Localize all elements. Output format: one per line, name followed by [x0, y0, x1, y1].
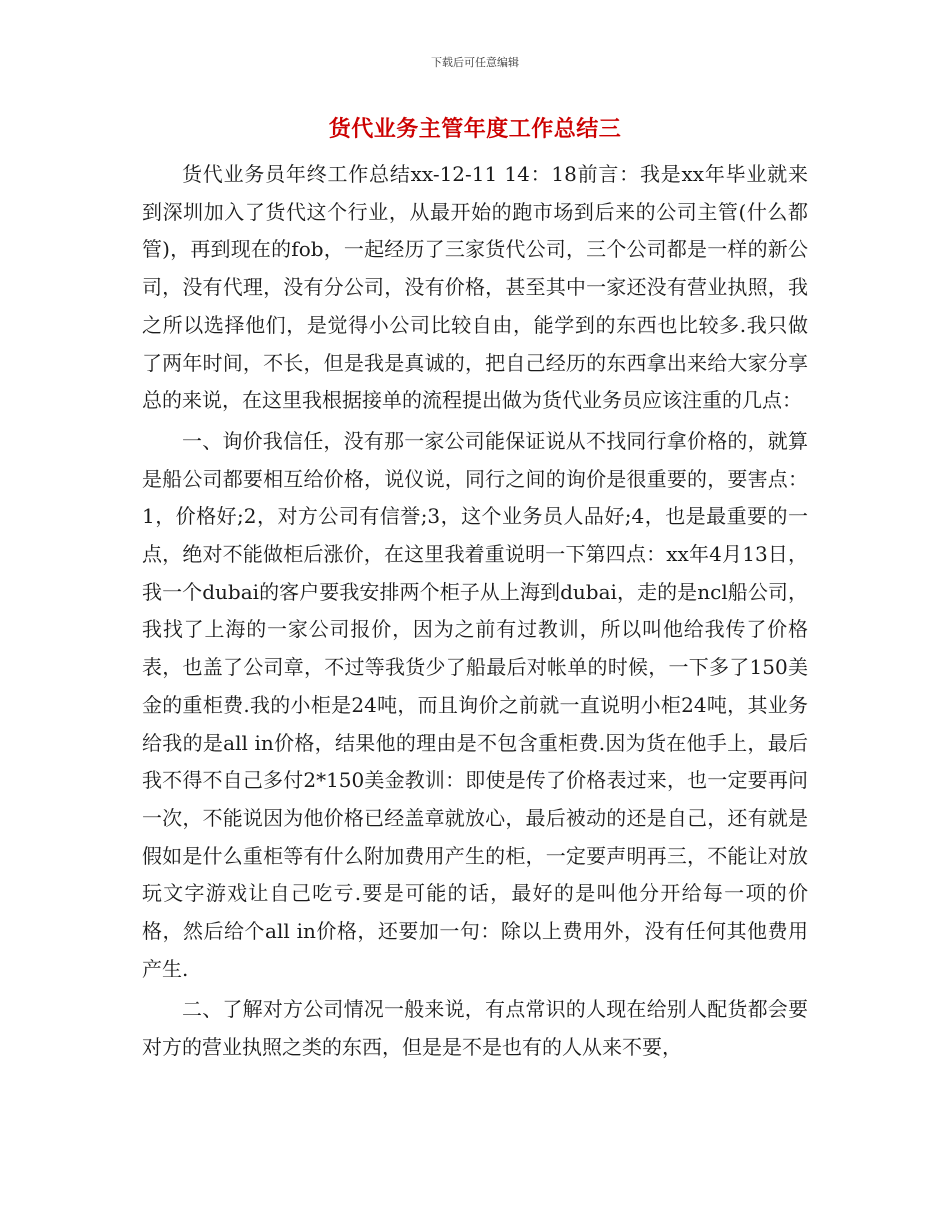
page-header-note: 下载后可任意编辑 — [431, 56, 519, 69]
paragraph-intro: 货代业务员年终工作总结xx-12-11 14：18前言：我是xx年毕业就来到深圳加入了货代这个行业，从最开始的跑市场到后来的公司主管(什么都管)，再到现在的fob，一起经历了三家货代公司，三个公司都是一样的新公司，没有代理，没有分公司，没有价格，甚至其中一家还没有营业执照，我之所以选择他们，是觉得小公司比较自由，能学到的东西也比较多.我只做了两年时间，不长，但是我是真诚的，把自己经历的东西拿出来给大家分享总的来说，在这里我根据接单的流程提出做为货代业务员应该注重的几点： — [142, 162, 808, 413]
paragraph-section-one: 一、询价我信任，没有那一家公司能保证说从不找同行拿价格的，就算是船公司都要相互给价格，说仪说，同行之间的询价是很重要的，要害点：1，价格好;2，对方公司有信誉;3，这个业务员人品好;4，也是最重要的一点，绝对不能做柜后涨价，在这里我着重说明一下第四点：xx年4月13日，我一个dubai的客户要我安排两个柜子从上海到dubai，走的是ncl船公司，我找了上海的一家公司报价，因为之前有过教训，所以叫他给我传了价格表，也盖了公司章，不过等我货少了船最后对帐单的时候，一下多了150美金的重柜费.我的小柜是24吨，而且询价之前就一直说明小柜24吨，其业务给我的是all in价格，结果他的理由是不包含重柜费.因为货在他手上，最后我不得不自己多付2*150美金教训：即使是传了价格表过来，也一定要再问一次，不能说因为他价格已经盖章就放心，最后被动的还是自己，还有就是假如是什么重柜等有什么附加费用产生的柜，一定要声明再三，不能让对放玩文字游戏让自己吃亏.要是可能的话，最好的是叫他分开给每一项的价格，然后给个all in价格，还要加一句：除以上费用外，没有任何其他费用产生. — [142, 428, 808, 981]
paragraph-section-two: 二、了解对方公司情况一般来说，有点常识的人现在给别人配货都会要对方的营业执照之类的东西，但是是不是也有的人从来不要， — [142, 997, 808, 1060]
document-body — [142, 156, 808, 1070]
document-title: 货代业务主管年度工作总结三 — [328, 116, 622, 142]
